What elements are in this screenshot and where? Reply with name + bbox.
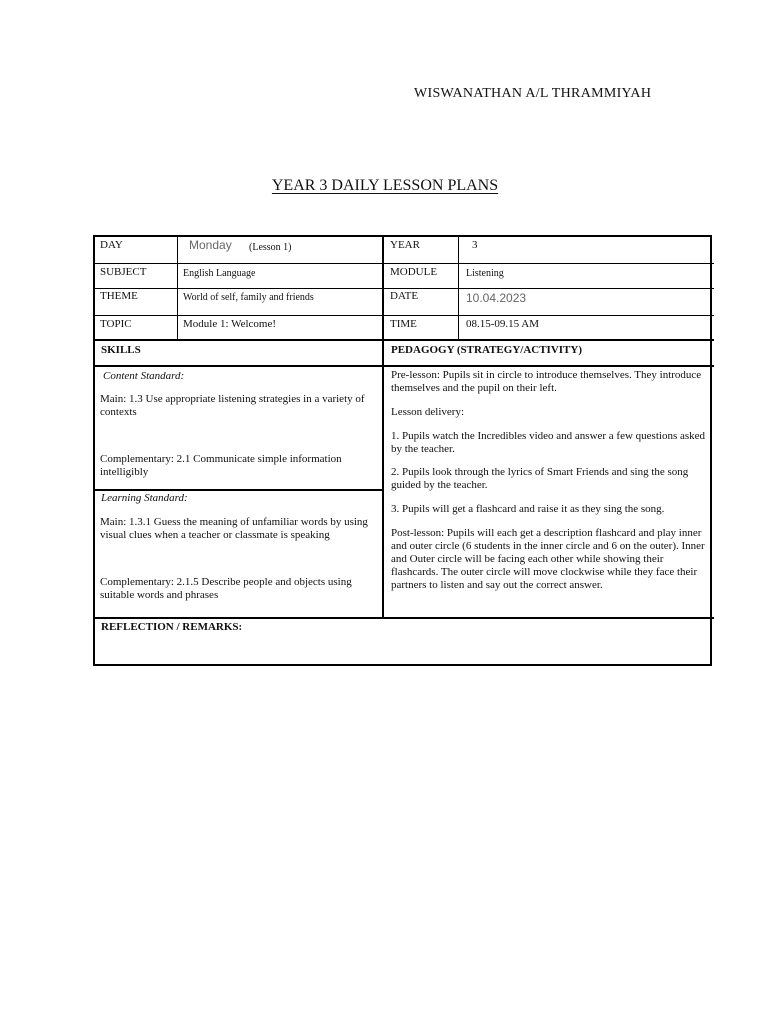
- year-value: 3: [472, 239, 478, 251]
- learning-standard-complementary: Complementary: 2.1.5 Describe people and objects using suitable words and phrases: [100, 576, 352, 601]
- column-divider: [458, 235, 459, 339]
- document-title: [0, 177, 766, 195]
- year-label: YEAR: [390, 239, 420, 251]
- row-divider: [93, 263, 714, 264]
- row-divider: [93, 617, 714, 619]
- post-lesson-text: Post-lesson: Pupils will each get a description flashcard and play inner and outer circle (6 students in the inner circle and 6 on the outer). Inner and Outer circle will be facing each other while showing their flashcards. The outer circle will move clockwise while they face their partners to listen and say out the correct answer.: [391, 527, 705, 591]
- lesson-delivery-label: Lesson delivery:: [391, 406, 465, 418]
- row-divider: [93, 315, 714, 316]
- document-title-text: YEAR 3 DAILY LESSON PLANS: [271, 177, 499, 194]
- time-label: TIME: [390, 318, 417, 330]
- row-divider: [93, 365, 714, 367]
- row-divider: [93, 339, 714, 341]
- date-label: DATE: [390, 290, 419, 302]
- column-divider: [382, 235, 384, 618]
- theme-label: THEME: [100, 290, 138, 302]
- learning-standard-label: Learning Standard:: [101, 492, 188, 504]
- content-standard-complementary: Complementary: 2.1 Communicate simple information intelligibly: [100, 453, 342, 478]
- author-name: WISWANATHAN A/L THRAMMIYAH: [414, 86, 652, 101]
- skills-heading: SKILLS: [101, 344, 141, 356]
- day-label: DAY: [100, 239, 123, 251]
- learning-standard-main: Main: 1.3.1 Guess the meaning of unfamiliar words by using visual clues when a teacher or classmate is speaking: [100, 516, 368, 541]
- lesson-step-2: 2. Pupils look through the lyrics of Smart Friends and sing the song guided by the teacher.: [391, 466, 689, 491]
- pedagogy-heading: PEDAGOGY (STRATEGY/ACTIVITY): [391, 344, 582, 356]
- subject-label: SUBJECT: [100, 266, 147, 278]
- row-divider: [93, 288, 714, 289]
- theme-value: World of self, family and friends: [183, 292, 314, 303]
- date-value: 10.04.2023: [466, 291, 527, 305]
- day-value: Monday: [189, 238, 232, 252]
- time-value: 08.15-09.15 AM: [466, 318, 540, 330]
- pre-lesson-text: Pre-lesson: Pupils sit in circle to introduce themselves. They introduce themselves and the pupil on their left.: [391, 369, 702, 394]
- subject-value: English Language: [183, 268, 256, 279]
- topic-label: TOPIC: [100, 318, 132, 330]
- module-value: Listening: [466, 268, 504, 279]
- module-label: MODULE: [390, 266, 438, 278]
- topic-value: Module 1: Welcome!: [183, 318, 277, 330]
- lesson-step-3: 3. Pupils will get a flashcard and raise it as they sing the song.: [391, 503, 665, 515]
- column-divider: [177, 235, 178, 339]
- content-standard-label: Content Standard:: [103, 370, 185, 382]
- content-standard-main: Main: 1.3 Use appropriate listening strategies in a variety of contexts: [100, 393, 365, 418]
- lesson-number: (Lesson 1): [249, 242, 292, 253]
- lesson-step-1: 1. Pupils watch the Incredibles video and answer a few questions asked by the teacher.: [391, 430, 706, 455]
- reflection-heading: REFLECTION / REMARKS:: [101, 621, 243, 633]
- standard-divider: [93, 489, 383, 491]
